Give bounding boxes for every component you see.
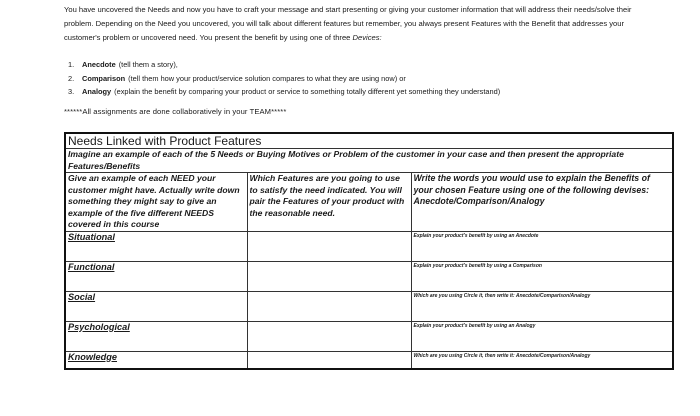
device-number: 2.	[68, 73, 75, 83]
benefit-hint[interactable]: Explain your product's benefit by using a Comparison	[411, 261, 673, 291]
feature-cell[interactable]	[247, 261, 411, 291]
intro-text: You have uncovered the Needs and now you have to craft your message and start presenting or giving your customer information that will address their needs/solve their problem. Depending on the Need you uncovered, you will talk about different features but remember, you always present Features with the Benefit that addresses your customer's problem or uncovered need. You present the benefit by using one of three	[64, 5, 632, 43]
need-psychological: Psychological	[65, 321, 247, 351]
benefit-hint[interactable]: Which are you using Circle it, then write it: Anecdote/Comparison/Analogy	[411, 351, 673, 369]
intro-paragraph	[64, 3, 644, 46]
table-row	[65, 231, 673, 261]
feature-cell[interactable]	[247, 351, 411, 369]
need-knowledge: Knowledge	[65, 351, 247, 369]
feature-cell[interactable]	[247, 291, 411, 321]
need-social: Social	[65, 291, 247, 321]
table-row	[65, 351, 673, 369]
column-header-features: Which Features are you going to use to satisfy the need indicated. You will pair the Features of your product with the reasonable need.	[247, 173, 411, 232]
device-item-analogy	[68, 85, 668, 99]
device-number: 3.	[68, 87, 75, 97]
table-title: Needs Linked with Product Features	[65, 133, 673, 149]
device-number: 1.	[68, 60, 75, 69]
feature-cell[interactable]	[247, 321, 411, 351]
benefit-hint[interactable]: Which are you using Circle it, then write it: Anecdote/Comparison/Analogy	[411, 291, 673, 321]
benefit-hint[interactable]: Explain your product's benefit by using an Anecdote	[411, 231, 673, 261]
device-item-anecdote	[68, 58, 668, 72]
devices-word: Devices:	[352, 33, 382, 43]
device-term: Anecdote	[82, 60, 116, 69]
column-header-benefits: Write the words you would use to explain the Benefits of your chosen Feature using one of the following devises: Anecdote/Comparison/Analogy	[411, 173, 673, 232]
device-item-comparison	[68, 72, 668, 86]
table-instruction: Imagine an example of each of the 5 Needs or Buying Motives or Problem of the customer in your case and then present the appropriate Features/Benefits	[65, 149, 673, 173]
device-term: Comparison	[82, 73, 126, 83]
team-note: ******All assignments are done collaboratively in your TEAM*****	[64, 107, 287, 116]
table-row	[65, 291, 673, 321]
column-header-needs: Give an example of each NEED your customer might have. Actually write down something they might say to give an example of the five different NEEDS covered in this course	[65, 173, 247, 232]
feature-cell[interactable]	[247, 231, 411, 261]
table-row	[65, 261, 673, 291]
need-situational: Situational	[65, 231, 247, 261]
benefit-hint[interactable]: Explain your product's benefit by using an Analogy	[411, 321, 673, 351]
devices-list	[68, 58, 668, 99]
device-description: (tell them how your product/service solution compares to what they are using now) or	[128, 73, 406, 83]
device-description: (explain the benefit by comparing your product or service to something totally different yet something they understand)	[114, 87, 501, 97]
device-term: Analogy	[82, 87, 112, 97]
needs-table	[64, 132, 674, 370]
device-description: (tell them a story),	[118, 60, 178, 69]
table-row	[65, 321, 673, 351]
need-functional: Functional	[65, 261, 247, 291]
